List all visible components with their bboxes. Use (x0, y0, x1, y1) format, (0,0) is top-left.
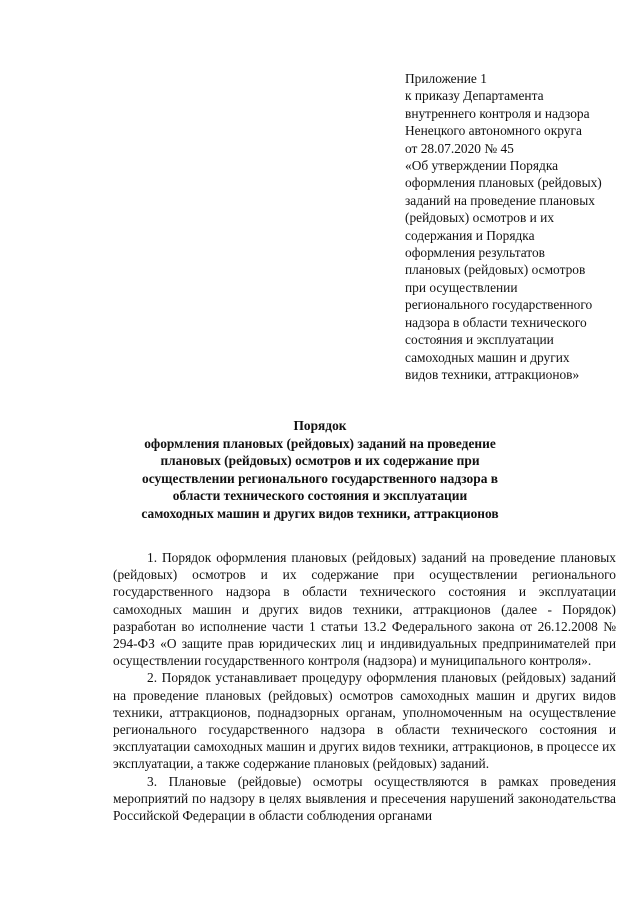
appendix-line: Ненецкого автономного округа (405, 123, 582, 139)
paragraph-2: 2. Порядок устанавливает процедуру оформления плановых (рейдовых) заданий на проведение плановых (рейдовых) осмотров самоходных машин и других видов техники, аттракционов, поднадзорных органам, уполномоченным на осуществление регионального государственного надзора в области технического состояния и эксплуатации самоходных машин и других видов техники, аттракционов, в процессе их эксплуатации, а также содержание плановых (рейдовых) заданий. (113, 670, 616, 772)
appendix-line: самоходных машин и других (405, 349, 570, 365)
appendix-line: от 28.07.2020 № 45 (405, 140, 514, 156)
title-line: осуществлении регионального государственного надзора в (142, 470, 498, 486)
title-line: плановых (рейдовых) осмотров и их содержание при (160, 453, 480, 469)
appendix-line: оформления результатов (405, 245, 545, 261)
document-title (110, 417, 530, 523)
appendix-line: состояния и эксплуатации (405, 332, 554, 348)
appendix-line: регионального государственного (405, 297, 593, 313)
appendix-line: видов техники, аттракционов» (405, 366, 580, 382)
appendix-line: плановых (рейдовых) осмотров (405, 262, 586, 278)
appendix-line: оформления плановых (рейдовых) (405, 175, 602, 191)
appendix-header (405, 70, 620, 383)
appendix-line: к приказу Департамента (405, 88, 544, 104)
appendix-line: при осуществлении (405, 279, 518, 295)
appendix-line: Приложение 1 (405, 71, 487, 86)
paragraph-1: 1. Порядок оформления плановых (рейдовых) заданий на проведение плановых (рейдовых) осмотров и их содержание при осуществлении регионального государственного надзора в области технического состояния и эксплуатации самоходных машин и других видов техники, аттракционов (далее - Порядок) разработан во исполнение части 1 статьи 13.2 Федерального закона от 26.12.2008 № 294-ФЗ «О защите прав юридических лиц и индивидуальных предпринимателей при осуществлении государственного контроля (надзора) и муниципального контроля». (113, 550, 616, 669)
appendix-line: «Об утверждении Порядка (405, 158, 559, 174)
title-line: Порядок (293, 418, 347, 433)
document-body (113, 549, 616, 824)
appendix-line: надзора в области технического (405, 314, 587, 330)
appendix-line: внутреннего контроля и надзора (405, 105, 590, 121)
title-line: оформления плановых (рейдовых) заданий на проведение (144, 435, 496, 451)
title-line: самоходных машин и других видов техники, аттракционов (141, 505, 499, 521)
appendix-line: заданий на проведение плановых (405, 192, 595, 208)
title-line: области технического состояния и эксплуатации (172, 488, 468, 504)
paragraph-3: 3. Плановые (рейдовые) осмотры осуществляются в рамках проведения мероприятий по надзору в целях выявления и пресечения нарушений законодательства Российской Федерации в области соблюдения органами (113, 773, 616, 824)
appendix-line: содержания и Порядка (405, 227, 535, 243)
appendix-line: (рейдовых) осмотров и их (405, 210, 555, 226)
